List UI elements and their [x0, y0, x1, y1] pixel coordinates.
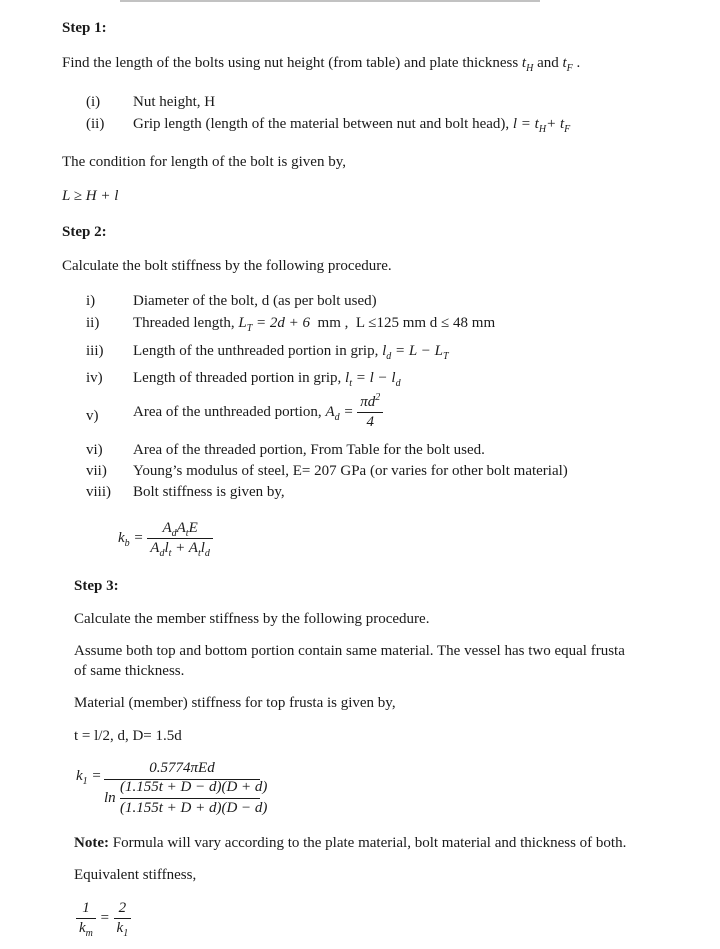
step1-heading: Step 1:	[62, 20, 107, 36]
step2-item-num-4: iv)	[86, 370, 103, 386]
step2-item-text-8: Bolt stiffness is given by,	[133, 484, 285, 500]
step3-assume-line1: Assume both top and bottom portion contain same material. The vessel has two equal frusta	[74, 643, 625, 659]
threaded-length-limits: L ≤125 mm d ≤ 48 mm	[355, 315, 496, 331]
step1-item-text-1: Nut height, H	[133, 94, 216, 110]
k1-inner-denominator: (1.155t + D + d)(D − d)	[120, 800, 268, 816]
step2-intro: Calculate the bolt stiffness by the following procedure.	[62, 258, 392, 274]
step2-item-num-2: ii)	[86, 315, 100, 331]
step2-item-num-5: v)	[86, 408, 99, 424]
threaded-grip-formula: $l_t = l - l_d$	[345, 370, 401, 389]
k1-inner-bar	[120, 798, 260, 799]
step3-assume-line2: of same thickness.	[74, 663, 185, 679]
grip-length-formula: $l = t_H+ t_F$	[512, 116, 571, 135]
step1-condition: The condition for length of the bolt is given by,	[62, 154, 346, 170]
step2-item-text-3	[133, 343, 449, 360]
step2-item-text-1: Diameter of the bolt, d (as per bolt used)	[133, 293, 377, 309]
step1-intro: Find the length of the bolts using nut height (from table) and plate thickness $t_H$ and $t_F$ .	[62, 55, 581, 74]
area-fraction: $\frac{\pi d^2}{4}$	[357, 394, 383, 431]
cropped-previous-line	[120, 0, 540, 4]
unthreaded-grip-formula: $l_d = L - L_T$	[382, 343, 449, 362]
step2-item-text-5	[133, 394, 383, 431]
equiv-left-fraction: $\frac{1}{k_m}$	[76, 900, 96, 937]
step2-item-text-6: Area of the threaded portion, From Table for the bolt used.	[133, 442, 485, 458]
area-unthreaded-formula: $A_d$ = $\frac{\pi d^2}{4}$	[325, 404, 383, 420]
unthreaded-grip-text: Length of the unthreaded portion in grip,	[133, 343, 379, 359]
step1-intro-text: Find the length of the bolts using nut height (from table) and plate thickness	[62, 55, 519, 71]
step3-heading: Step 3:	[74, 578, 119, 594]
note-label: Note:	[74, 835, 109, 851]
step1-formula: L ≥ H + l	[62, 188, 119, 204]
k1-numerator: 0.5774πEd	[149, 760, 215, 776]
threaded-length-text: Threaded length,	[133, 315, 235, 331]
equivalent-stiffness-formula: $\frac{1}{k_m}$ = $\frac{2}{k_1}$	[76, 900, 131, 937]
threaded-grip-text: Length of threaded portion in grip,	[133, 370, 342, 386]
step2-item-num-1: i)	[86, 293, 96, 309]
step2-item-num-3: iii)	[86, 343, 104, 359]
step2-item-text-4	[133, 370, 401, 387]
step1-item-num-2: (ii)	[86, 116, 105, 132]
step3-params: t = l/2, d, D= 1.5d	[74, 728, 182, 744]
k1-ln: ln	[104, 790, 116, 806]
step1-intro-and: and	[537, 55, 559, 71]
step3-material: Material (member) stiffness for top frusta is given by,	[74, 695, 396, 711]
step3-intro: Calculate the member stiffness by the following procedure.	[74, 611, 430, 627]
math-tH: $t_H$	[521, 55, 534, 74]
step2-item-text-2: Threaded length, $L_T = 2d + 6$ mm , L ≤125 mm d ≤ 48 mm	[133, 315, 496, 334]
bolt-stiffness-fraction: $\frac{A_dA_tE}{A_dl_t + A_tl_d}$	[147, 520, 213, 557]
step2-item-num-6: vi)	[86, 442, 103, 458]
grip-length-text: Grip length (length of the material between nut and bolt head),	[133, 116, 510, 132]
bolt-stiffness-formula: $k_b$ = $\frac{A_dA_tE}{A_dl_t + A_tl_d}$	[118, 520, 213, 557]
threaded-length-formula: $L_T = 2d + 6$	[238, 315, 311, 334]
step2-item-num-8: viii)	[86, 484, 111, 500]
equiv-right-fraction: $\frac{2}{k_1}$	[114, 900, 132, 937]
step1-item-num-1: (i)	[86, 94, 101, 110]
k1-inner-numerator: (1.155t + D − d)(D + d)	[120, 779, 268, 795]
step2-item-num-7: vii)	[86, 463, 107, 479]
step2-item-text-7: Young’s modulus of steel, E= 207 GPa (or varies for other bolt material)	[133, 463, 568, 479]
step3-equivalent: Equivalent stiffness,	[74, 867, 197, 883]
step1-item-text-2	[133, 116, 570, 133]
step3-note	[74, 835, 626, 852]
k1-label: $k_1$ =	[76, 768, 102, 787]
math-tF: $t_F$	[562, 55, 573, 74]
area-unthreaded-text: Area of the unthreaded portion,	[133, 403, 322, 420]
note-text: Formula will vary according to the plate material, bolt material and thickness of both.	[112, 835, 627, 851]
step2-heading: Step 2:	[62, 224, 107, 240]
